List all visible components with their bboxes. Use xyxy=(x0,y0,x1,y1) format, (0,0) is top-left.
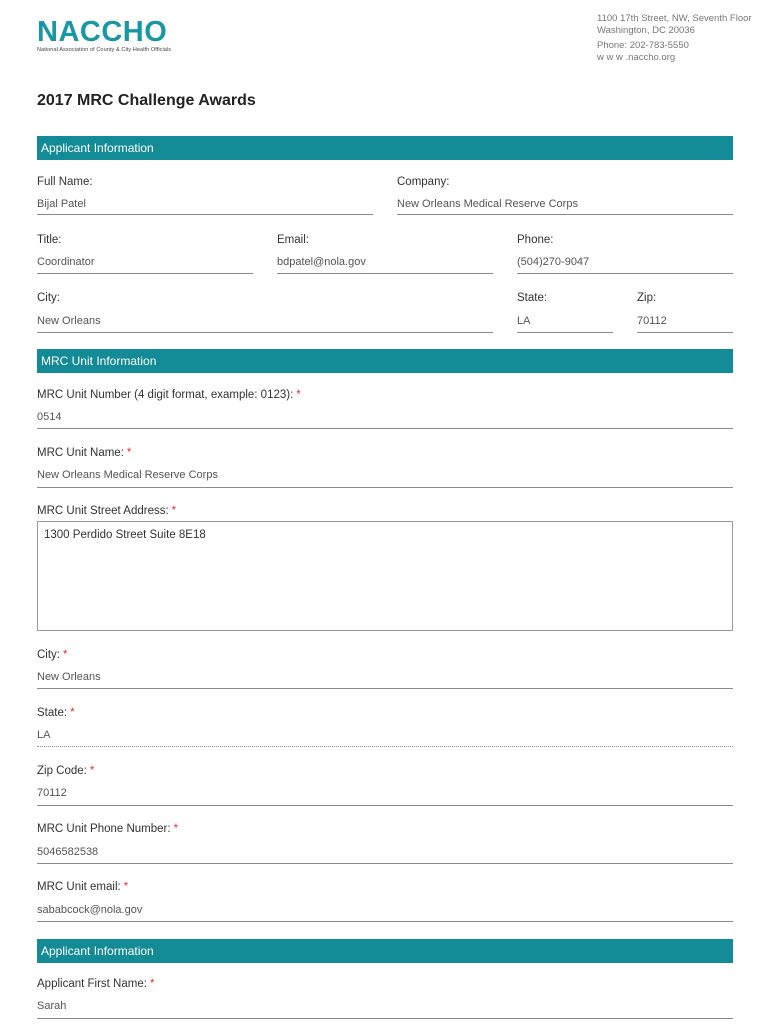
company-underline xyxy=(397,214,733,215)
organization-address xyxy=(597,13,752,63)
applicant-first-name-label: Applicant First Name: * xyxy=(37,978,155,990)
unit-email-label: MRC Unit email: * xyxy=(37,881,129,893)
section-header-mrc-unit-information: MRC Unit Information xyxy=(37,349,733,373)
unit-number-underline xyxy=(37,428,733,429)
applicant-first-name-field[interactable]: Sarah xyxy=(37,1000,67,1012)
address-line-1: 1100 17th Street, NW, Seventh Floor xyxy=(597,13,752,24)
section-header-applicant-information-2: Applicant Information xyxy=(37,939,733,963)
street-address-textarea[interactable]: 1300 Perdido Street Suite 8E18 xyxy=(37,521,733,631)
unit-phone-field[interactable]: 5046582538 xyxy=(37,846,99,858)
applicant-first-name-underline xyxy=(37,1018,733,1019)
title-label: Title: xyxy=(37,234,62,246)
required-marker: * xyxy=(89,765,95,777)
zip-label: Zip: xyxy=(637,292,657,304)
email-underline xyxy=(277,273,493,274)
organization-website: w w w .naccho.org xyxy=(597,51,676,63)
logo-text: NACCHO xyxy=(37,16,168,48)
required-marker: * xyxy=(171,505,177,517)
email-field[interactable]: bdpatel@nola.gov xyxy=(277,256,366,268)
unit-name-label: MRC Unit Name: * xyxy=(37,447,132,459)
phone-field[interactable]: (504)270-9047 xyxy=(517,256,590,268)
address-line-2: Washington, DC 20036 xyxy=(597,24,695,36)
unit-phone-underline xyxy=(37,863,733,864)
unit-name-field[interactable]: New Orleans Medical Reserve Corps xyxy=(37,469,218,481)
required-marker: * xyxy=(126,447,132,459)
required-marker: * xyxy=(63,649,68,661)
email-label: Email: xyxy=(277,234,309,246)
unit-state-label: State: * xyxy=(37,707,75,719)
city-label: City: xyxy=(37,292,60,304)
unit-city-field[interactable]: New Orleans xyxy=(37,671,101,683)
company-field[interactable]: New Orleans Medical Reserve Corps xyxy=(397,198,578,210)
city-field[interactable]: New Orleans xyxy=(37,315,101,327)
required-marker: * xyxy=(173,823,179,835)
unit-city-label: City: * xyxy=(37,649,68,661)
state-field[interactable]: LA xyxy=(517,315,531,327)
organization-phone: Phone: 202-783-5550 xyxy=(597,40,689,51)
unit-zip-underline xyxy=(37,805,733,806)
unit-number-label: MRC Unit Number (4 digit format, example: 0123): * xyxy=(37,389,301,401)
unit-zip-field[interactable]: 70112 xyxy=(37,787,67,799)
page-title: 2017 MRC Challenge Awards xyxy=(37,92,256,109)
full-name-underline xyxy=(37,214,373,215)
unit-state-field[interactable]: LA xyxy=(37,729,51,741)
unit-email-field[interactable]: sababcock@nola.gov xyxy=(37,904,143,916)
full-name-field[interactable]: Bijal Patel xyxy=(37,198,86,210)
unit-phone-label: MRC Unit Phone Number: * xyxy=(37,823,179,835)
naccho-logo xyxy=(37,16,172,56)
company-label: Company: xyxy=(397,176,450,188)
required-marker: * xyxy=(149,978,155,990)
required-marker: * xyxy=(123,881,129,893)
zip-underline xyxy=(637,332,733,333)
unit-state-underline xyxy=(37,746,733,747)
state-underline xyxy=(517,332,613,333)
zip-field[interactable]: 70112 xyxy=(637,315,667,327)
state-label: State: xyxy=(517,292,548,304)
unit-name-underline xyxy=(37,487,733,488)
required-marker: * xyxy=(296,389,301,401)
title-field[interactable]: Coordinator xyxy=(37,256,95,268)
unit-email-underline xyxy=(37,921,733,922)
phone-label: Phone: xyxy=(517,234,554,246)
city-underline xyxy=(37,332,493,333)
unit-city-underline xyxy=(37,688,733,689)
section-header-applicant-information: Applicant Information xyxy=(37,136,733,160)
title-underline xyxy=(37,273,253,274)
full-name-label: Full Name: xyxy=(37,176,93,188)
unit-number-field[interactable]: 0514 xyxy=(37,411,62,423)
logo-subtitle: National Association of County & City Health Officials xyxy=(37,47,172,53)
phone-underline xyxy=(517,273,733,274)
required-marker: * xyxy=(70,707,75,719)
street-address-label: MRC Unit Street Address: * xyxy=(37,505,177,517)
unit-zip-label: Zip Code: * xyxy=(37,765,95,777)
